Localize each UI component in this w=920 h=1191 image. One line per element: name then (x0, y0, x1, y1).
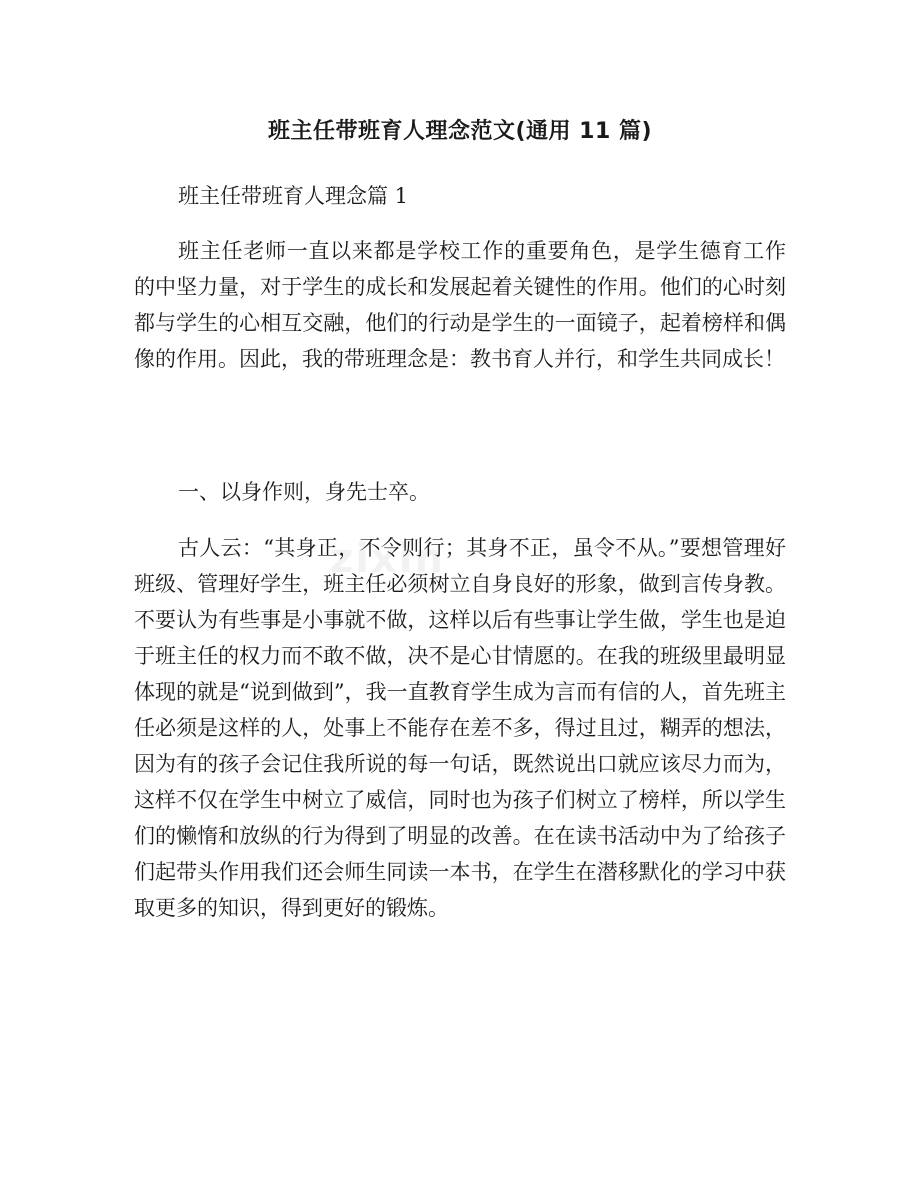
document-title: 班主任带班育人理念范文(通用 11 篇) (267, 119, 653, 144)
document-subtitle: 班主任带班育人理念篇 1 (178, 184, 409, 208)
section-heading-1: 一、以身作则，身先士卒。 (178, 480, 430, 504)
paragraph-intro: 班主任老师一直以来都是学校工作的重要角色，是学生德育工作的中坚力量，对于学生的成长和发展起着关键性的作用。他们的心时刻都与学生的心相互交融，他们的行动是学生的一面镜子，起着榜样和偶像的作用。因此，我的带班理念是：教书育人并行，和学生共同成长！ (134, 239, 786, 371)
paragraph-body-1: 古人云：“其身正，不令则行；其身不正，虽令不从。”要想管理好班级、管理好学生，班主任必须树立自身良好的形象，做到言传身教。不要认为有些事是小事就不做，这样以后有些事让学生做，学生也是迫于班主任的权力而不敢不做，决不是心甘情愿的。在我的班级里最明显体现的就是“说到做到”，我一直教育学生成为言而有信的人，首先班主任必须是这样的人，处事上不能存在差不多，得过且过，糊弄的想法，因为有的孩子会记住我所说的每一句话，既然说出口就应该尽力而为，这样不仅在学生中树立了威信，同时也为孩子们树立了榜样，所以学生们的懒惰和放纵的行为得到了明显的改善。在在读书活动中为了给孩子们起带头作用我们还会师生同读一本书，在学生在潜移默化的学习中获取更多的知识，得到更好的锻炼。 (134, 536, 786, 920)
